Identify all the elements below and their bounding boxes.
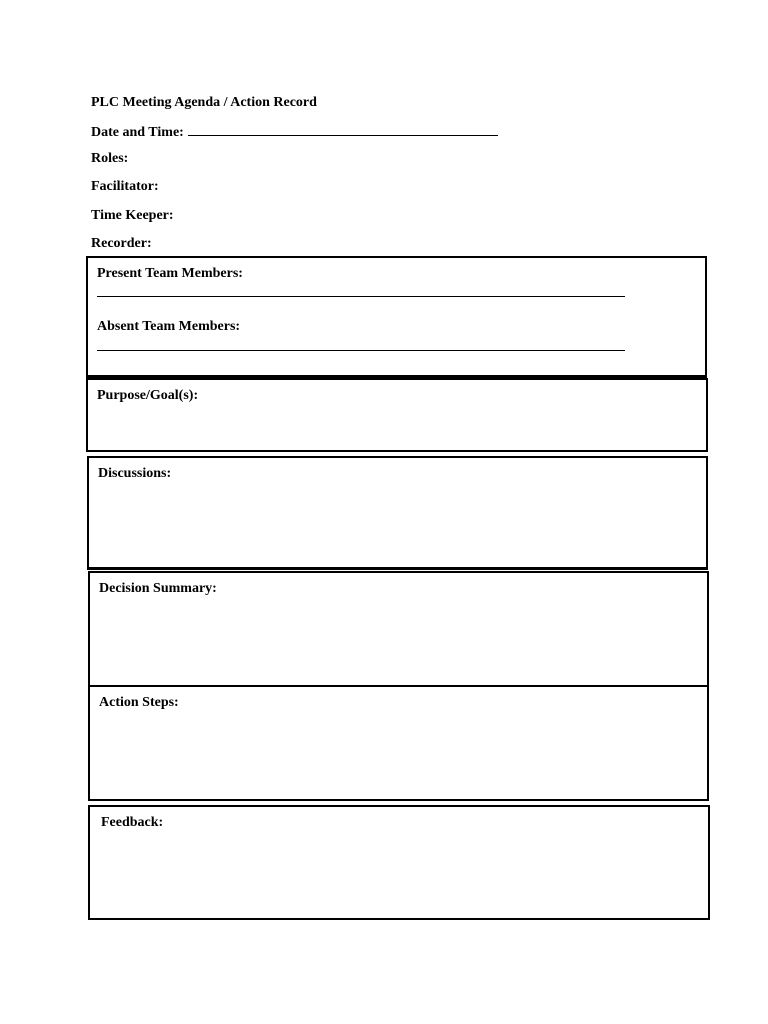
present-members-label: Present Team Members: xyxy=(97,266,243,281)
present-members-line xyxy=(97,296,625,297)
facilitator-label: Facilitator: xyxy=(91,179,159,194)
decision-summary-label: Decision Summary: xyxy=(99,581,217,596)
time-keeper-label: Time Keeper: xyxy=(91,208,174,223)
absent-members-label: Absent Team Members: xyxy=(97,319,241,334)
action-steps-box xyxy=(88,685,709,801)
document-title: PLC Meeting Agenda / Action Record xyxy=(91,95,317,110)
attendance-box xyxy=(86,256,707,378)
date-time-line xyxy=(91,122,498,142)
absent-members-line xyxy=(97,350,625,351)
date-time-label: Date and Time: xyxy=(91,125,184,140)
action-steps-label: Action Steps: xyxy=(99,695,179,710)
purpose-box xyxy=(86,378,708,452)
discussions-box xyxy=(87,456,708,570)
feedback-box xyxy=(88,805,710,920)
feedback-label: Feedback: xyxy=(101,815,164,830)
purpose-label: Purpose/Goal(s): xyxy=(97,388,199,403)
decision-summary-box xyxy=(88,571,709,687)
date-time-blank xyxy=(188,122,498,136)
recorder-label: Recorder: xyxy=(91,236,152,251)
roles-label: Roles: xyxy=(91,151,129,166)
discussions-label: Discussions: xyxy=(98,466,172,481)
